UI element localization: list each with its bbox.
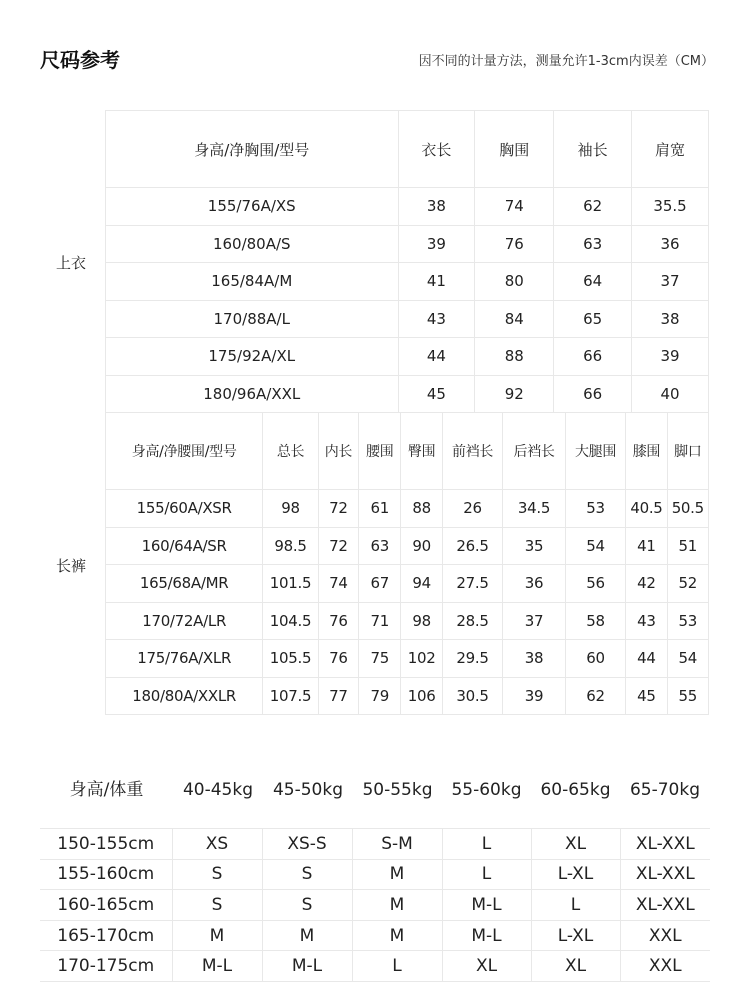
tops-header-cell: 袖长 [554, 111, 632, 188]
table-cell: 80 [475, 263, 554, 301]
table-cell: 62 [554, 188, 632, 226]
table-cell: 76 [318, 640, 358, 678]
table-row [106, 375, 709, 413]
table-cell: L [442, 859, 531, 890]
table-cell: 170/72A/LR [106, 602, 263, 640]
table-row [40, 920, 710, 951]
tops-header-cell: 肩宽 [632, 111, 709, 188]
pants-header-cell: 腰围 [359, 413, 401, 490]
table-cell: 39 [632, 338, 709, 376]
pants-header-cell: 大腿围 [565, 413, 626, 490]
table-cell: 56 [565, 565, 626, 603]
pants-header-cell: 膝围 [626, 413, 667, 490]
table-row [106, 300, 709, 338]
table-cell: 43 [626, 602, 667, 640]
table-cell: 71 [359, 602, 401, 640]
table-cell: 39 [398, 225, 475, 263]
pants-header-cell: 臀围 [401, 413, 442, 490]
table-cell: 92 [475, 375, 554, 413]
table-cell: XL [531, 951, 620, 982]
table-cell: 42 [626, 565, 667, 603]
table-cell: 79 [359, 677, 401, 715]
table-cell: 28.5 [442, 602, 503, 640]
table-cell: M [352, 859, 442, 890]
table-cell: 72 [318, 527, 358, 565]
table-cell: 66 [554, 338, 632, 376]
table-cell: 43 [398, 300, 475, 338]
table-cell: L [531, 890, 620, 921]
table-cell: 170-175cm [40, 951, 172, 982]
table-row [106, 527, 709, 565]
size-guide-table [40, 828, 710, 982]
table-cell: 52 [667, 565, 708, 603]
table-cell: 26 [442, 490, 503, 528]
table-cell: XXL [620, 951, 710, 982]
pants-category-label: 长裤 [56, 557, 87, 575]
table-cell: L [352, 951, 442, 982]
table-cell: 170/88A/L [106, 300, 399, 338]
table-cell: 37 [632, 263, 709, 301]
table-cell: 94 [401, 565, 442, 603]
table-cell: XL-XXL [620, 829, 710, 860]
table-cell: 45 [626, 677, 667, 715]
table-cell: 180/80A/XXLR [106, 677, 263, 715]
table-cell: 155/60A/XSR [106, 490, 263, 528]
table-cell: M-L [172, 951, 262, 982]
guide-header-cell: 50-55kg [362, 780, 433, 800]
pants-header-cell: 内长 [318, 413, 358, 490]
tops-header-row [106, 111, 709, 188]
table-cell: 37 [503, 602, 566, 640]
table-cell: 45 [398, 375, 475, 413]
table-cell: 72 [318, 490, 358, 528]
table-row [40, 951, 710, 982]
table-cell: S [172, 890, 262, 921]
table-cell: 107.5 [263, 677, 318, 715]
table-cell: 38 [503, 640, 566, 678]
table-cell: 40 [632, 375, 709, 413]
table-cell: 44 [626, 640, 667, 678]
table-row [106, 602, 709, 640]
guide-header-cell: 60-65kg [540, 780, 611, 800]
table-cell: 77 [318, 677, 358, 715]
pants-size-table [105, 412, 709, 715]
guide-header-cell: 45-50kg [272, 780, 344, 800]
table-cell: XXL [620, 920, 710, 951]
table-cell: 155-160cm [40, 859, 172, 890]
table-cell: 51 [667, 527, 708, 565]
tops-size-table [105, 110, 709, 413]
table-cell: M-L [442, 890, 531, 921]
table-cell: M [352, 920, 442, 951]
table-row [106, 263, 709, 301]
tops-header-cell: 身高/净胸围/型号 [106, 111, 399, 188]
table-cell: 54 [565, 527, 626, 565]
table-cell: 160/80A/S [106, 225, 399, 263]
pants-header-row [106, 413, 709, 490]
table-cell: 165/68A/MR [106, 565, 263, 603]
table-cell: 98 [401, 602, 442, 640]
guide-header-cell: 55-60kg [451, 780, 522, 800]
table-cell: 90 [401, 527, 442, 565]
table-cell: S [262, 859, 352, 890]
table-cell: 35 [503, 527, 566, 565]
table-cell: 50.5 [667, 490, 708, 528]
pants-header-cell: 后裆长 [503, 413, 566, 490]
table-cell: 27.5 [442, 565, 503, 603]
table-row [40, 890, 710, 921]
size-guide-header [40, 765, 710, 815]
table-cell: 63 [554, 225, 632, 263]
table-cell: M [172, 920, 262, 951]
table-cell: 74 [318, 565, 358, 603]
table-cell: XL-XXL [620, 859, 710, 890]
table-cell: 160-165cm [40, 890, 172, 921]
table-cell: M-L [442, 920, 531, 951]
table-cell: 61 [359, 490, 401, 528]
table-cell: 175/76A/XLR [106, 640, 263, 678]
table-cell: 67 [359, 565, 401, 603]
table-cell: 35.5 [632, 188, 709, 226]
table-cell: 66 [554, 375, 632, 413]
table-cell: XS-S [262, 829, 352, 860]
table-cell: M [262, 920, 352, 951]
table-cell: 55 [667, 677, 708, 715]
table-cell: L-XL [531, 859, 620, 890]
table-cell: 175/92A/XL [106, 338, 399, 376]
table-cell: S [262, 890, 352, 921]
table-row [106, 338, 709, 376]
table-cell: XL [531, 829, 620, 860]
table-cell: 88 [401, 490, 442, 528]
table-cell: 65 [554, 300, 632, 338]
pants-header-cell: 前裆长 [442, 413, 503, 490]
table-row [106, 565, 709, 603]
table-cell: 34.5 [503, 490, 566, 528]
table-cell: 165-170cm [40, 920, 172, 951]
table-cell: 150-155cm [40, 829, 172, 860]
table-cell: 74 [475, 188, 554, 226]
table-cell: 53 [565, 490, 626, 528]
table-cell: 64 [554, 263, 632, 301]
table-cell: 30.5 [442, 677, 503, 715]
table-cell: 102 [401, 640, 442, 678]
table-cell: S-M [352, 829, 442, 860]
table-cell: 53 [667, 602, 708, 640]
table-cell: 58 [565, 602, 626, 640]
tops-header-cell: 衣长 [398, 111, 475, 188]
table-cell: 76 [475, 225, 554, 263]
table-cell: 98 [263, 490, 318, 528]
table-cell: 180/96A/XXL [106, 375, 399, 413]
pants-header-cell: 身高/净腰围/型号 [106, 413, 263, 490]
page-title: 尺码参考 [40, 48, 120, 72]
table-cell: 40.5 [626, 490, 667, 528]
table-row [106, 640, 709, 678]
table-row [40, 859, 710, 890]
table-cell: XL [442, 951, 531, 982]
table-cell: 98.5 [263, 527, 318, 565]
table-row [106, 490, 709, 528]
table-cell: 54 [667, 640, 708, 678]
table-cell: 41 [626, 527, 667, 565]
table-cell: 76 [318, 602, 358, 640]
table-cell: L-XL [531, 920, 620, 951]
table-cell: 84 [475, 300, 554, 338]
measurement-note: 因不同的计量方法，测量允许1-3cm内误差（CM） [418, 54, 714, 69]
table-row [106, 188, 709, 226]
table-cell: 36 [632, 225, 709, 263]
pants-header-cell: 脚口 [667, 413, 708, 490]
table-cell: 101.5 [263, 565, 318, 603]
table-cell: L [442, 829, 531, 860]
table-row [40, 829, 710, 860]
pants-header-cell: 总长 [263, 413, 318, 490]
table-cell: XS [172, 829, 262, 860]
table-row [106, 225, 709, 263]
table-cell: 160/64A/SR [106, 527, 263, 565]
tops-header-cell: 胸围 [475, 111, 554, 188]
table-cell: 38 [632, 300, 709, 338]
table-cell: 60 [565, 640, 626, 678]
table-cell: 88 [475, 338, 554, 376]
table-cell: 104.5 [263, 602, 318, 640]
table-cell: 75 [359, 640, 401, 678]
table-cell: 36 [503, 565, 566, 603]
table-cell: XL-XXL [620, 890, 710, 921]
table-row [106, 677, 709, 715]
table-cell: M [352, 890, 442, 921]
guide-header-cell: 身高/体重 [69, 780, 144, 800]
table-cell: 62 [565, 677, 626, 715]
table-cell: 106 [401, 677, 442, 715]
table-cell: 155/76A/XS [106, 188, 399, 226]
tops-category-label: 上衣 [56, 254, 87, 272]
guide-header-cell: 65-70kg [629, 780, 701, 800]
guide-header-cell: 40-45kg [182, 780, 254, 800]
table-cell: S [172, 859, 262, 890]
table-cell: 29.5 [442, 640, 503, 678]
table-cell: 63 [359, 527, 401, 565]
table-cell: M-L [262, 951, 352, 982]
table-cell: 41 [398, 263, 475, 301]
table-cell: 165/84A/M [106, 263, 399, 301]
table-cell: 105.5 [263, 640, 318, 678]
table-cell: 44 [398, 338, 475, 376]
table-cell: 26.5 [442, 527, 503, 565]
table-cell: 38 [398, 188, 475, 226]
table-cell: 39 [503, 677, 566, 715]
